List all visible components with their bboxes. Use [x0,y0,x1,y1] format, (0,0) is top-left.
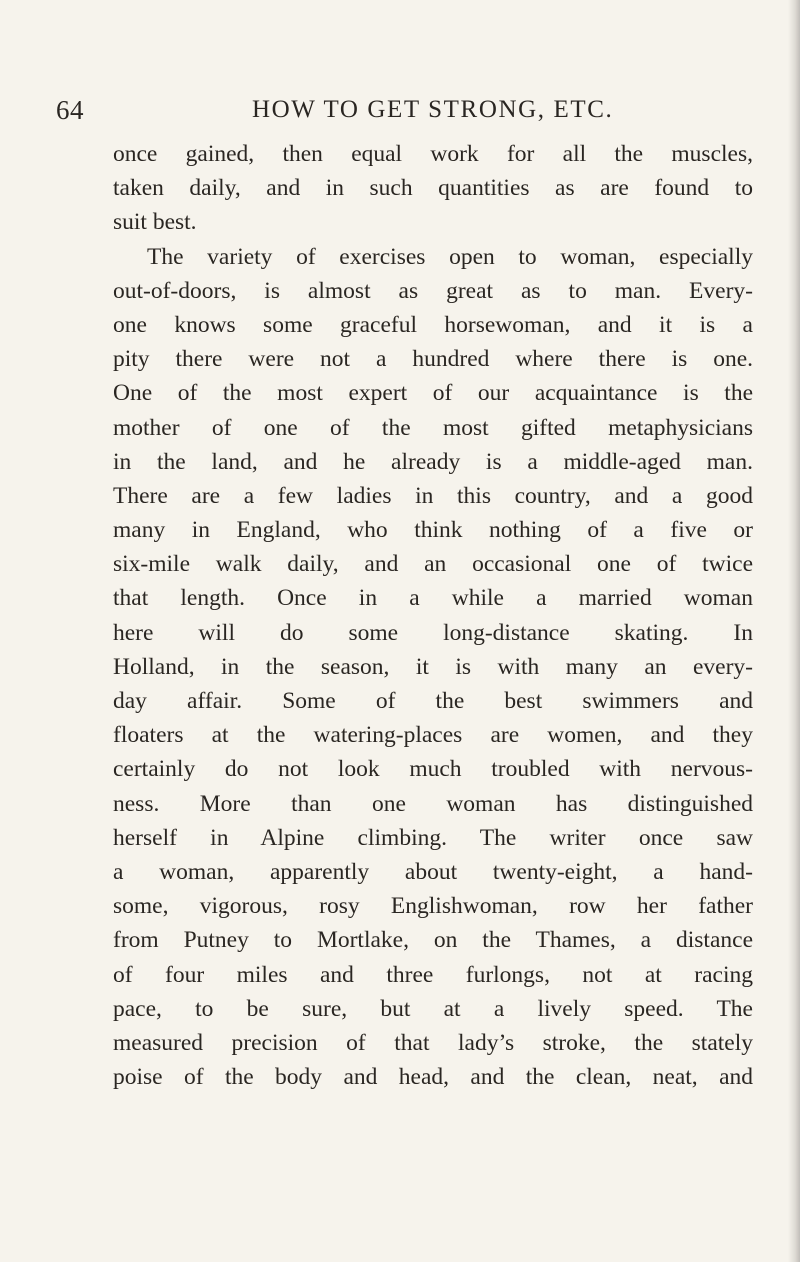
text-line: six-mile walk daily, and an occasional one of twice [113,551,753,578]
text-line: some, vigorous, rosy Englishwoman, row her father [113,893,753,920]
page-edge-shadow [788,0,800,1262]
text-line: out-of-doors, is almost as great as to man. Every- [113,277,753,304]
running-head [56,90,736,130]
text-line: that length. Once in a while a married woman [113,585,753,612]
text-line: many in England, who think nothing of a five or [113,517,753,544]
body-text [113,137,753,1094]
text-line: from Putney to Mortlake, on the Thames, a distance [113,927,753,954]
text-line: day affair. Some of the best swimmers and [113,688,753,714]
text-line: of four miles and three furlongs, not at racing [113,961,753,988]
page-number: 64 [56,95,84,125]
text-line: measured precision of that lady’s stroke, the stately [113,1029,753,1056]
text-line: poise of the body and head, and the clean, neat, and [113,1064,753,1091]
text-line: pace, to be sure, but at a lively speed. The [113,995,753,1022]
text-line: in the land, and he already is a middle-aged man. [113,448,753,475]
text-line: once gained, then equal work for all the muscles, [113,141,753,167]
text-line: suit best. [113,209,197,236]
text-line: ness. More than one woman has distinguished [113,790,753,817]
text-line: There are a few ladies in this country, and a good [113,482,753,509]
text-line: pity there were not a hundred where there is one. [113,346,753,373]
text-line: The variety of exercises open to woman, especially [147,243,753,270]
text-line: taken daily, and in such quantities as are found to [113,175,753,202]
text-line: Holland, in the season, it is with many an every- [113,653,753,680]
text-line: certainly do not look much troubled with nervous- [113,756,753,783]
text-line: one knows some graceful horsewoman, and it is a [113,311,753,338]
running-title: HOW TO GET STRONG, ETC. [252,96,614,123]
text-line: herself in Alpine climbing. The writer once saw [113,824,753,851]
text-line: mother of one of the most gifted metaphysicians [113,414,753,441]
text-line: floaters at the watering-places are women, and they [113,722,753,749]
text-line: One of the most expert of our acquaintance is the [113,380,753,407]
text-line: here will do some long-distance skating. In [113,619,753,646]
text-line: a woman, apparently about twenty-eight, a hand- [113,858,753,885]
